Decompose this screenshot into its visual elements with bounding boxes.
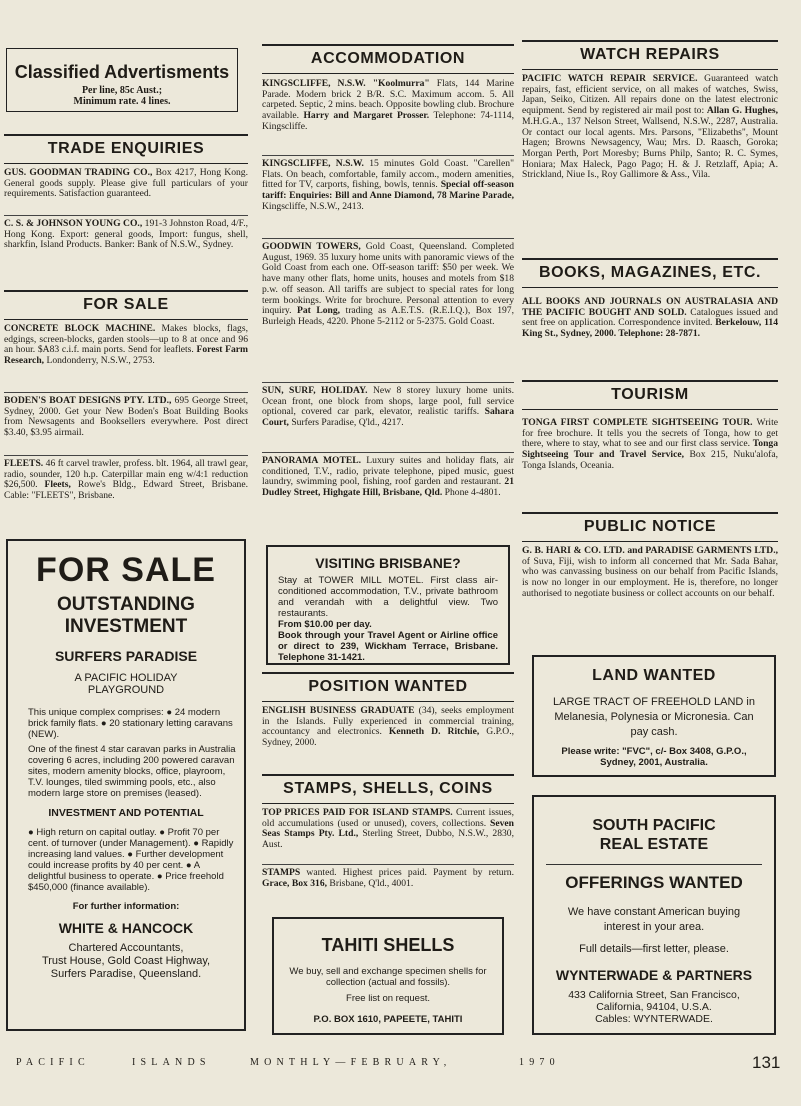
- page-number: 131: [752, 1053, 781, 1072]
- surfers-body-2: One of the finest 4 star caravan parks in Australia covering 6 acres, including 200 powered caravan sites, modern amenity blocks, office, playroom, T.V. lounges, tiled swimming pools, etc., also modern large store on premises (leased).: [28, 744, 236, 799]
- tahiti-body: We buy, sell and exchange specimen shells for collection (actual and fossils).: [289, 966, 487, 988]
- tahiti-title: TAHITI SHELLS: [321, 935, 455, 955]
- surfers-body-1: This unique complex comprises: ● 24 modern brick family flats. ● 20 stationary letting caravans (NEW).: [28, 707, 233, 740]
- footer-pacific: PACIFIC: [16, 1057, 90, 1068]
- realestate-title-1: SOUTH PACIFIC: [592, 817, 716, 834]
- surfers-agent-line-3: Surfers Paradise, Queensland.: [50, 968, 202, 980]
- classified-rate-1: Per line, 85c Aust.;: [81, 85, 163, 96]
- realestate-title-2: REAL ESTATE: [599, 836, 709, 853]
- books-ad-1: ALL BOOKS AND JOURNALS ON AUSTRALASIA AND THE PACIFIC BOUGHT AND SOLD. Catalogues issued and sent free on application. Correspondence invited. Berkelouw, 114 King St., Sydney, 2000. Telephone: 28-7871.: [522, 296, 778, 340]
- surfers-tagline-1: A PACIFIC HOLIDAY: [74, 672, 178, 684]
- accommodation-ad-5: PANORAMA MOTEL. Luxury suites and holiday flats, air conditioned, T.V., radio, private telephone, piped music, guest laundry, swimming pool, fishing, roof garden and restaurant. 21 Dudley Street, Highgate Hill, Brisbane, Qld. Phone 4-4801.: [262, 455, 514, 499]
- surfers-subtitle-1: OUTSTANDING: [57, 594, 195, 615]
- realestate-details: Full details—first letter, please.: [579, 943, 729, 955]
- accommodation-ad-4: SUN, SURF, HOLIDAY. New 8 storey luxury home units. Ocean front, one block from shops, large pool, full service optional, covered car park, elevator, realistic tariffs. Sahara Court, Surfers Paradise, Q'ld., 4217.: [262, 385, 515, 429]
- surfers-info-label: For further information:: [72, 901, 180, 912]
- watch-ad-1: PACIFIC WATCH REPAIR SERVICE. Guaranteed watch repairs, fast, efficient service, on all makes of watches, Swiss, Japan, Seiko, Citizen. All repairs done on the latest electronic equipment. Send by registered air mail post to: Allan G. Hughes, M.H.G.A., 137 Nelson Street, Wallsend, N.S.W., 2287, Australia. Or contact our local agents. Mrs. Parsons, "Elizabeths", Mount Hagen; Browns Newsagency, Wau; Mrs. D. Raasch, Goroka; Morgan Perth, Port Moresby; Burns Philp, Santo; R. C. Symes, Honiara; Max Haleck, Pago Pago; H. & J. Retzlaff, Apia; A. Strickland, Niue Is., Roy Gallimore & Ass., Vila.: [522, 73, 778, 181]
- surfers-subtitle-2: INVESTMENT: [64, 616, 188, 637]
- public-notice-heading: PUBLIC NOTICE: [522, 512, 778, 542]
- surfers-body-3: ● High return on capital outlay. ● Profit 70 per cent. of turnover (under Management). ● Rapidly increasing land values. ● Further development could increase profits by 40 per cent. ● A delightful business to operate. ● Price freehold $450,000 (finance available).: [28, 827, 234, 893]
- tahiti-address: P.O. BOX 1610, PAPEETE, TAHITI: [313, 1014, 463, 1025]
- brisbane-price: From $10.00 per day.: [278, 619, 372, 630]
- books-heading: BOOKS, MAGAZINES, ETC.: [522, 258, 778, 288]
- divider: [262, 864, 514, 865]
- accommodation-ad-3: GOODWIN TOWERS, Gold Coast, Queensland. Completed August, 1969. 35 luxury home units with panoramic views of the Gold Coast from each one. Off-season tariff: $50 per week. We have many other flats, home units, houses and motels from $18 p.w. off season. All tariffs are subject to special rates for long term bookings. Write for brochure. Personal attention to every inquiry. Pat Long, trading as A.E.T.S. (R.E.I.Q.), Box 197, Burleigh Heads, 4220. Phone 5-2112 or 5-2375. Gold Coast.: [262, 241, 514, 327]
- public-notice-ad-1: G. B. HARI & CO. LTD. and PARADISE GARMENTS LTD., of Suva, Fiji, wish to inform all concerned that Mr. Sada Bahar, who was canvassing business on our behalf from Pacific Islands, is now no longer in our employment. He is, therefore, no longer authorised to negotiate business or collect accounts on our behalf.: [522, 545, 778, 599]
- land-title: LAND WANTED: [592, 667, 716, 684]
- brisbane-book: Book through your Travel Agent or Airline office or direct to 239, Wickham Terrace, Brisbane. Telephone 31-1421.: [278, 630, 498, 663]
- watch-heading: WATCH REPAIRS: [522, 40, 778, 70]
- divider: [4, 392, 248, 393]
- for-sale-ad-1: CONCRETE BLOCK MACHINE. Makes blocks, flags, edgings, screen-blocks, garden stools—up to 8 at once and 96 an hour. $A83 c.i.f. main ports. Send for leaflets. Forest Farm Research, Londonderry, N.S.W., 2753.: [4, 323, 249, 367]
- surfers-paradise-ad-box: [6, 539, 246, 1031]
- footer-year: 1970: [519, 1057, 560, 1068]
- classified-rate-2: Minimum rate. 4 lines.: [73, 96, 171, 107]
- realestate-addr-2: California, 94104, U.S.A.: [596, 1001, 712, 1013]
- stamps-heading: STAMPS, SHELLS, COINS: [262, 774, 514, 804]
- position-heading: POSITION WANTED: [262, 672, 514, 702]
- divider: [262, 155, 514, 156]
- divider: [4, 455, 248, 456]
- surfers-place: SURFERS PARADISE: [54, 648, 198, 664]
- footer-monthly: MONTHLY—FEBRUARY,: [250, 1057, 452, 1068]
- realestate-addr-1: 433 California Street, San Francisco,: [568, 989, 740, 1001]
- page-footer: [16, 1054, 781, 1076]
- tahiti-list: Free list on request.: [346, 993, 430, 1004]
- accommodation-ad-2: KINGSCLIFFE, N.S.W. 15 minutes Gold Coast. "Carellen" Flats. On beach, comfortable, family accom., modern amenities, fitted for TV, carports, fishing, bowls, tennis. Special off-season tariff: Enquiries: Bill and Anne Diamond, 78 Marine Parade, Kingscliffe, N.S.W., 2413.: [262, 158, 515, 212]
- stamps-ad-1: TOP PRICES PAID FOR ISLAND STAMPS. Current issues, old accumulations (used or unused), covers, collections. Seven Seas Stamps Pty. Ltd., Sterling Street, Dubbo, N.S.W., 2830, Aust.: [262, 807, 515, 851]
- land-write: Please write: "FVC", c/- Box 3408, G.P.O., Sydney, 2001, Australia.: [561, 746, 747, 768]
- for-sale-ad-3: FLEETS. 46 ft carvel trawler, profess. blt. 1964, all trawl gear, radio, sounder, 120 h.p. Caterpillar main eng w/4:1 reduction $26,500. Fleets, Rowe's Bldg., Edward Street, Brisbane. Cable: "FLEETS", Brisbane.: [4, 458, 248, 502]
- accommodation-heading: ACCOMMODATION: [262, 44, 514, 74]
- trade-heading: TRADE ENQUIRIES: [4, 134, 248, 164]
- land-wanted-ad-box: [532, 655, 776, 777]
- classified-title: Classified Advertisments: [14, 62, 230, 82]
- accommodation-ad-1: KINGSCLIFFE, N.S.W. "Koolmurra" Flats, 144 Marine Parade. Modern brick 2 B/R. S.C. Maximum accom. 5. All carpeted. Septic, 2 mins. beach. Opposite bowling club. Brochure available. Harry and Margaret Prosser. Telephone: 74-1114, Kingscliffe.: [262, 78, 514, 132]
- footer-islands: ISLANDS: [132, 1057, 211, 1068]
- surfers-tagline-2: PLAYGROUND: [87, 684, 165, 696]
- for-sale-heading: FOR SALE: [4, 290, 248, 320]
- surfers-agent-line-1: Chartered Accountants,: [68, 942, 184, 954]
- classified-header-box: [6, 48, 238, 112]
- realestate-firm: WYNTERWADE & PARTNERS: [555, 967, 753, 983]
- divider: [262, 238, 514, 239]
- realestate-offerings: OFFERINGS WANTED: [546, 864, 762, 893]
- surfers-section: INVESTMENT AND POTENTIAL: [48, 807, 204, 819]
- divider: [4, 215, 248, 216]
- surfers-agent-line-2: Trust House, Gold Coast Highway,: [41, 955, 211, 967]
- trade-ad-1: GUS. GOODMAN TRADING CO., Box 4217, Hong Kong. General goods supply. Please give full particulars of your requirements. Satisfaction guaranteed.: [4, 167, 248, 200]
- brisbane-title: VISITING BRISBANE?: [315, 555, 461, 571]
- divider: [262, 452, 514, 453]
- brisbane-body: Stay at TOWER MILL MOTEL. First class air-conditioned accommodation, T.V., private bathroom and verandah with a delightful view. Two restaurants.: [278, 575, 498, 619]
- divider: [262, 382, 514, 383]
- visiting-brisbane-ad-box: [266, 545, 510, 665]
- position-ad-1: ENGLISH BUSINESS GRADUATE (34), seeks employment in the Islands. Fully experienced in commercial training, accountancy and electronics. Kenneth D. Ritchie, G.P.O., Sydney, 2000.: [262, 705, 515, 749]
- land-body: LARGE TRACT OF FREEHOLD LAND in Melanesia, Polynesia or Micronesia. Can pay cash.: [553, 696, 755, 738]
- for-sale-ad-2: BODEN'S BOAT DESIGNS PTY. LTD., 695 George Street, Sydney, 2000. Get your New Boden's Boat Building Books from Newsagents and Booksellers everywhere. Post direct $3.40, $3.95 airmail.: [4, 395, 249, 439]
- south-pacific-real-estate-ad-box: [532, 795, 776, 1035]
- realestate-addr-3: Cables: WYNTERWADE.: [595, 1013, 713, 1025]
- tourism-ad-1: TONGA FIRST COMPLETE SIGHTSEEING TOUR. Write for free brochure. It tells you the secrets of Tonga, how to get there, where to stay, what to see and our first class service. Tonga Sightseeing Tour and Travel Service, Box 215, Nuku'alofa, Tonga Islands, Oceania.: [522, 417, 778, 471]
- surfers-title: FOR SALE: [36, 551, 216, 589]
- trade-ad-2: C. S. & JOHNSON YOUNG CO., 191-3 Johnston Road, 4/F., Hong Kong. Export: general goods, Import: fungus, shell, sharkfin, Island Products. Banker: Bank of N.S.W., Sydney.: [4, 218, 248, 251]
- stamps-ad-2: STAMPS wanted. Highest prices paid. Payment by return. Grace, Box 316, Brisbane, Q'ld., 4001.: [262, 867, 514, 889]
- realestate-body: We have constant American buying interest in your area.: [567, 906, 741, 933]
- tahiti-shells-ad-box: [272, 917, 504, 1035]
- tourism-heading: TOURISM: [522, 380, 778, 410]
- surfers-agent: WHITE & HANCOCK: [58, 920, 194, 936]
